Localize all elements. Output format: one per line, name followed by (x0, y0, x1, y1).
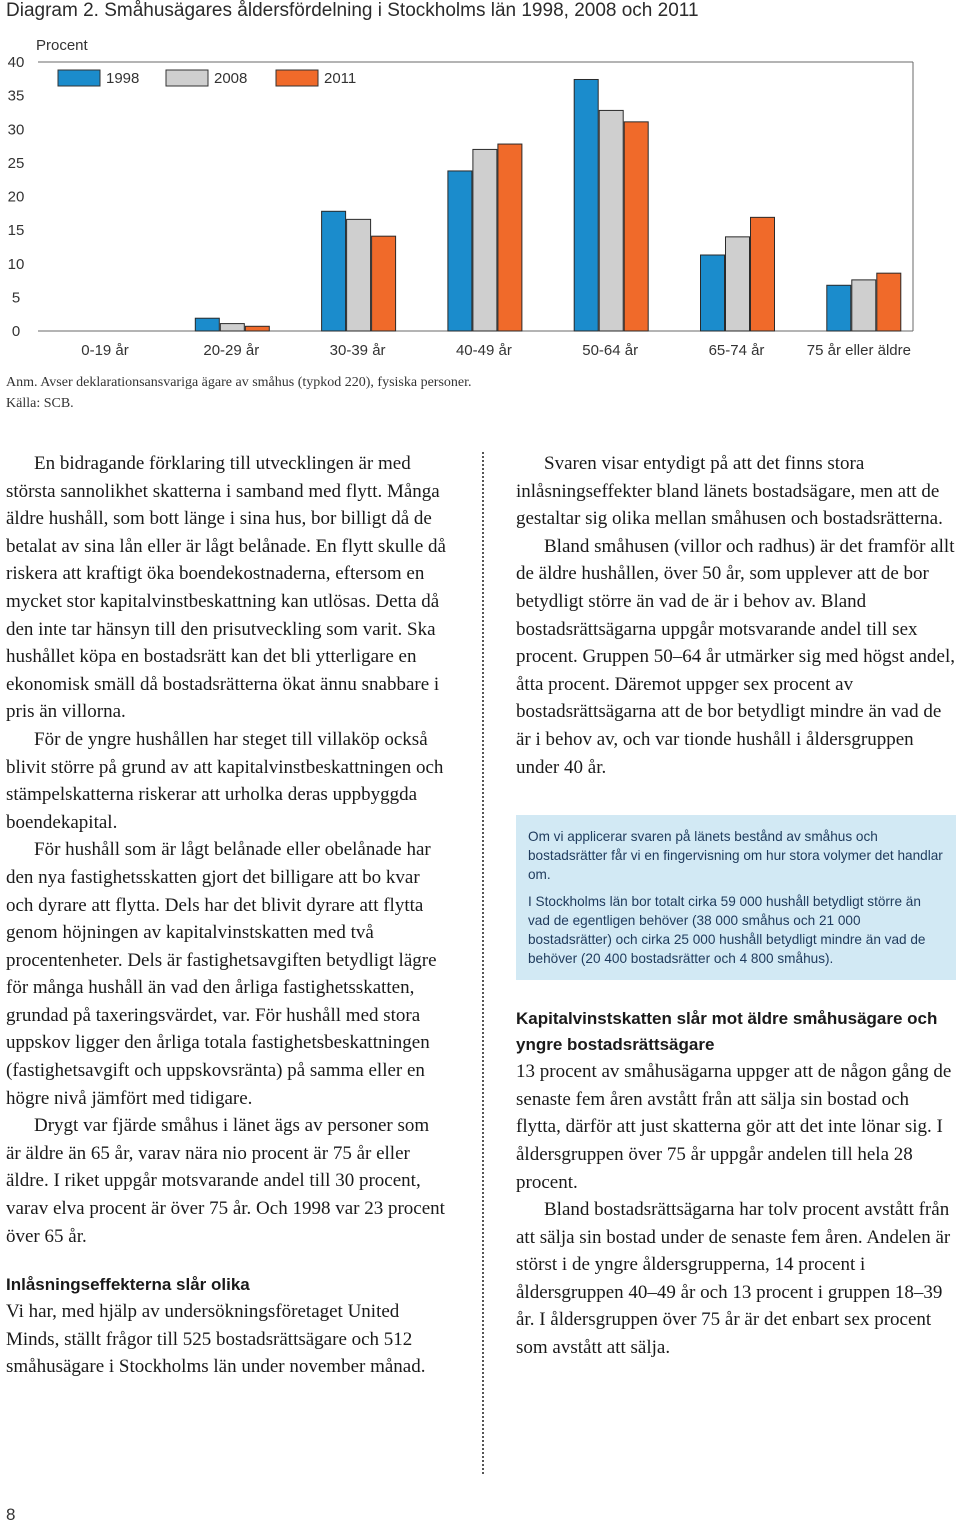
legend-label: 2008 (214, 70, 248, 87)
legend-swatch (166, 70, 208, 86)
x-tick-label: 75 år eller äldre (806, 342, 911, 359)
y-tick-label: 10 (7, 255, 25, 273)
paragraph: 13 procent av småhusägarna uppger att de någon gång de senaste fem åren avstått från att sälja sin bostad och flytta, därför att just skatterna gör att det inte lönar sig. I åldersgruppen över 75 år uppgår andelen till hela 28 procent. (516, 1061, 952, 1193)
paragraph: Vi har, med hjälp av undersökningsföretaget United Minds, ställt frågor till 525 bostadsrättsägare och 512 småhusägare i Stockholms län under november månad. (6, 1301, 426, 1378)
legend-swatch (276, 70, 318, 86)
chart-notes (6, 372, 472, 414)
paragraph: För hushåll som är lågt belånade eller obelånade har den nya fastighetsskatten gjort det billigare att bo kvar och dyrare att flytta. Dels har det blivit dyrare att flytta genom höjningen av kapitalvinstskatten med två procentenheter. Dels är fastighetsavgiften betydligt lägre för många hushåll än vad den årliga fastighetsskatten, grundad på taxeringsvärdet, var. För hushåll med stora uppskov ligger den årliga totala fastighetsbeskattningen (fastighetsavgift och uppskovsränta) på samma eller en högre nivå jämfört med tidigare. (6, 839, 437, 1109)
bar-2011-1 (245, 326, 269, 331)
paragraph: För de yngre hushållen har steget till villaköp också blivit större på grund av att kapitalvinstbeskattningen och stämpelskatterna riskerar att urholka deras uppbyggda boendekapital. (6, 728, 444, 833)
paragraph: Bland småhusen (villor och radhus) är det framför allt de äldre hushållen, över 50 år, som upplever att de bor betydligt större än vad de är i behov av. Bland bostadsrättsägarna uppgår motsvarande andel till sex procent. Gruppen 50–64 år utmärker sig med högst andel, åtta procent. Däremot uppger sex procent av bostadsrättsägarna att de bor betydligt mindre än vad de är i behov av, och var tionde hushåll i åldersgruppen under 40 år. (516, 535, 955, 778)
page-number: 8 (6, 1505, 16, 1524)
info-box (516, 815, 956, 980)
left-column (6, 450, 446, 1381)
chart-annotation: Anm. Avser deklarationsansvariga ägare av småhus (typkod 220), fysiska personer. (6, 375, 472, 390)
bar-2008-6 (852, 280, 876, 331)
column-divider (482, 452, 484, 1474)
y-tick-label: 15 (7, 222, 25, 240)
y-tick-label: 5 (11, 289, 21, 307)
x-tick-label: 65-74 år (708, 342, 765, 359)
x-tick-label: 40-49 år (455, 342, 512, 359)
bar-1998-1 (195, 318, 219, 331)
bar-2008-1 (220, 324, 244, 331)
paragraph: En bidragande förklaring till utvecklingen är med största sannolikhet skatterna i samband med flytt. Många äldre hushåll, som bott länge i sina hus, bor billigt då de betalat av sina lån eller är lågt belånade. En flytt skulle då riskera att kraftigt öka boendekostnaderna, eftersom en mycket stor kapitalvinstbeskattning kan utlösas. Detta då den inte tar hänsyn till den prisutveckling som varit. Ska hushållet köpa en bostadsrätt kan det bli ytterligare en ekonomisk smäll då bostadsrätterna ökat ännu snabbare i pris än villorna. (6, 453, 446, 723)
paragraph: Drygt var fjärde småhus i länet ägs av personer som är äldre än 65 år, varav nära nio procent är 75 år eller äldre. I riket uppgår motsvarande andel till 30 procent, varav elva procent är över 75 år. Och 1998 var 23 procent över 65 år. (6, 1115, 445, 1247)
section-heading: Kapitalvinstskatten slår mot äldre småhusägare och yngre bostadsrättsägare (516, 1009, 938, 1055)
bar-1998-3 (448, 171, 472, 331)
chart-source: Källa: SCB. (6, 396, 74, 411)
right-column (516, 450, 956, 1362)
legend-label: 2011 (324, 70, 357, 87)
bar-1998-2 (322, 211, 346, 331)
y-tick-label: 30 (7, 121, 25, 139)
bar-2011-3 (498, 144, 522, 331)
paragraph: Bland bostadsrättsägarna har tolv procent avstått från att sälja sin bostad under de senaste fem åren. Andelen är störst i de yngre åldersgrupperna, 14 procent i åldersgruppen 40–49 år och 13 procent i gruppen 18–39 år. I åldersgruppen över 75 år är det enbart sex procent som avstått att sälja. (516, 1199, 951, 1359)
paragraph: Svaren visar entydigt på att det finns stora inlåsningseffekter bland länets bostadsägare, men att de gestaltar sig olika mellan småhusen och bostadsrätterna. (516, 453, 943, 530)
x-tick-label: 50-64 år (582, 342, 639, 359)
x-tick-label: 30-39 år (329, 342, 386, 359)
y-tick-label: 40 (7, 54, 25, 71)
info-box-paragraph: Om vi applicerar svaren på länets bestånd av småhus och bostadsrätter får vi en fingervisning om hur stora volymer det handlar om. (528, 829, 943, 883)
chart-title: Diagram 2. Småhusägares åldersfördelning i Stockholms län 1998, 2008 och 2011 (6, 0, 699, 21)
y-tick-label: 20 (7, 188, 25, 206)
info-box-paragraph: I Stockholms län bor totalt cirka 59 000 hushåll betydligt större än vad de egentligen behöver (38 000 småhus och 21 000 bostadsrätter) och cirka 25 000 hushåll betydligt mindre än vad de behöver (20 400 bostadsrätter och 4 800 småhus). (528, 894, 926, 967)
y-tick-label: 0 (11, 323, 21, 340)
bar-2008-2 (347, 219, 371, 331)
bar-2008-3 (473, 149, 497, 331)
x-tick-label: 0-19 år (81, 342, 129, 359)
y-axis-label: Procent (36, 37, 88, 54)
bar-2011-4 (624, 122, 648, 331)
bar-2011-5 (751, 217, 775, 331)
bar-2011-2 (372, 236, 396, 331)
y-tick-label: 25 (7, 154, 25, 172)
section-heading: Inlåsningseffekterna slår olika (6, 1275, 250, 1295)
bar-1998-6 (827, 285, 851, 331)
y-tick-label: 35 (7, 87, 25, 105)
x-tick-label: 20-29 år (203, 342, 260, 359)
bar-1998-5 (701, 255, 725, 331)
bar-chart (0, 30, 960, 370)
legend-swatch (58, 70, 100, 86)
bar-2008-5 (726, 237, 750, 331)
bar-2008-4 (599, 110, 623, 331)
bar-2011-6 (877, 273, 901, 331)
legend-label: 1998 (106, 70, 140, 87)
bar-1998-4 (574, 79, 598, 331)
